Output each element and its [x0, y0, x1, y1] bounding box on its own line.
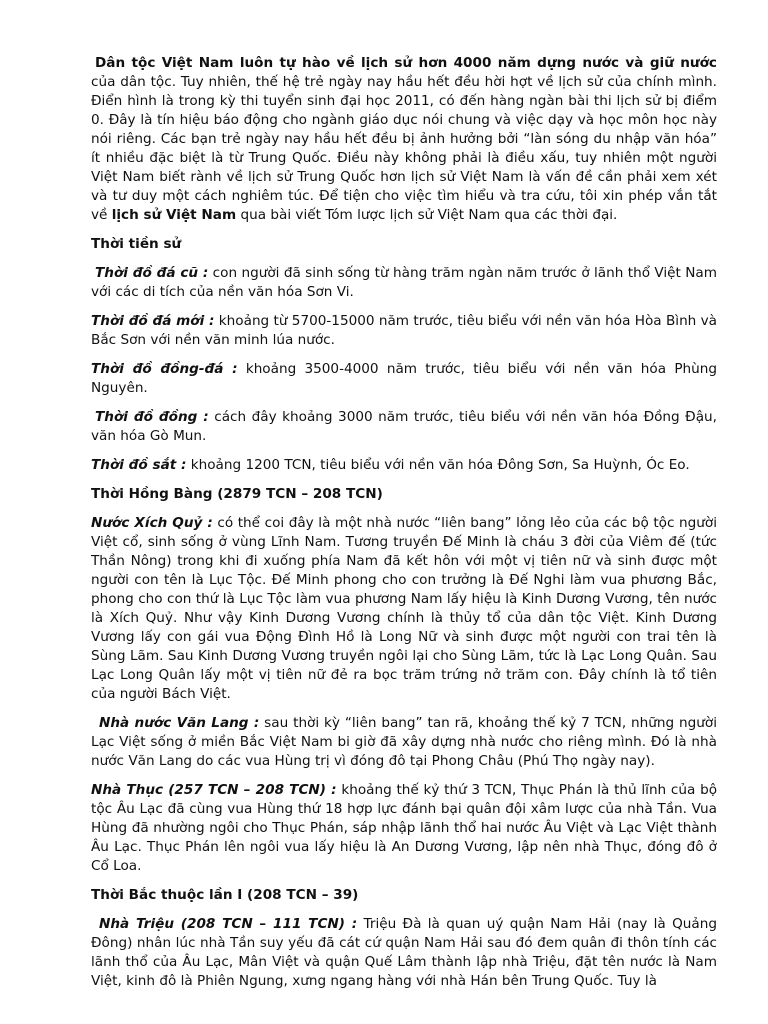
- para-iron-age: [91, 456, 717, 475]
- para-text: con người đã sinh sống từ hàng trăm ngàn năm trước ở lãnh thổ Việt Nam với các di tích của nền văn hóa Sơn Vi.: [91, 265, 717, 300]
- document-page: [91, 54, 717, 1001]
- para-neolithic: [91, 312, 717, 350]
- para-van-lang: [91, 714, 717, 771]
- section-heading-hong-bang: Thời Hồng Bàng (2879 TCN – 208 TCN): [91, 486, 383, 502]
- para-term: Thời đồ sắt :: [91, 457, 187, 473]
- para-term: Nước Xích Quỷ :: [91, 515, 213, 531]
- intro-text: của dân tộc. Tuy nhiên, thế hệ trẻ ngày nay hầu hết đều hời hợt về lịch sử của chính mình. Điển hình là trong kỳ thi tuyển sinh đại học 2011, có đến hàng ngàn bài thi lịch sử bị điểm 0. Đây là tín hiệu báo động cho ngành giáo dục nói chung và việc dạy và học môn học này nói riêng. Các bạn trẻ ngày nay hầu hết đều bị ảnh hưởng bởi “làn sóng du nhập văn hóa” ít nhiều đặc biệt là từ Trung Quốc. Điều này không phải là điều xấu, tuy nhiên một người Việt Nam biết rành về lịch sử Trung Quốc hơn lịch sử Việt Nam là vấn đề cần phải xem xét và tư duy một cách nghiêm túc. Để tiện cho việc tìm hiểu và tra cứu, tôi xin phép vắn tắt về: [91, 74, 717, 223]
- para-nha-trieu: [91, 915, 717, 991]
- para-xich-quy: [91, 514, 717, 704]
- para-bronze-age: [91, 408, 717, 446]
- para-text: khoảng từ 5700-15000 năm trước, tiêu biểu với nền văn hóa Hòa Bình và Bắc Sơn với nền văn minh lúa nước.: [91, 313, 718, 348]
- para-term: Thời đồ đá mới :: [91, 313, 215, 329]
- intro-text-end: qua bài viết Tóm lược lịch sử Việt Nam qua các thời đại.: [236, 207, 618, 223]
- section-heading-prehistory: Thời tiền sử: [91, 236, 182, 252]
- para-text: khoảng 1200 TCN, tiêu biểu với nền văn hóa Đông Sơn, Sa Huỳnh, Óc Eo.: [186, 457, 690, 473]
- para-text: khoảng 3500-4000 năm trước, tiêu biểu với nền văn hóa Phùng Nguyên.: [91, 361, 717, 396]
- intro-bold-term: lịch sử Việt Nam: [111, 207, 237, 223]
- para-term: Thời đồ đồng-đá :: [91, 361, 238, 377]
- intro-lead: Dân tộc Việt Nam luôn tự hào về lịch sử hơn 4000 năm dựng nước và giữ nước: [95, 55, 717, 71]
- para-paleolithic: [91, 264, 717, 302]
- para-term: Nhà Thục (257 TCN – 208 TCN) :: [91, 782, 337, 798]
- para-text: có thể coi đây là một nhà nước “liên bang” lỏng lẻo của các bộ tộc người Việt cổ, sinh sống ở vùng Lĩnh Nam. Tương truyền Đế Minh là cháu 3 đời của Viêm đế (tức Thần Nông) trong khi đi xuống phía Nam đã kết hôn với một vị tiên nữ và sinh được một người con tên là Lục Tộc. Đế Minh phong cho con trưởng là Đế Nghi làm vua phương Bắc, phong cho con thứ là Lục Tộc làm vua phương Nam lấy hiệu là Kinh Dương Vương, tên nước là Xích Quỷ. Như vậy Kinh Dương Vương chính là thủy tổ của dân tộc Việt. Kinh Dương Vương lấy con gái vua Động Đình Hồ là Long Nữ và sinh được một người con trai tên là Sùng Lãm. Sau Kinh Dương Vương truyền ngôi lại cho Sùng Lãm, tức là Lạc Long Quân. Sau Lạc Long Quân lấy một vị tiên nữ đẻ ra bọc trăm trứng nở trăm con. Đây chính là tổ tiên của người Bách Việt.: [91, 515, 717, 702]
- intro-paragraph: [91, 54, 717, 225]
- para-text: sau thời kỳ “liên bang” tan rã, khoảng thế kỷ 7 TCN, những người Lạc Việt sống ở miền Bắc Việt Nam bi giờ đã xây dựng nhà nước cho riêng mình. Đó là nhà nước Văn Lang do các vua Hùng trị vì đóng đô tại Phong Châu (Phú Thọ ngày nay).: [91, 715, 717, 769]
- para-term: Thời đồ đồng :: [95, 409, 209, 425]
- para-term: Thời đồ đá cũ :: [95, 265, 209, 281]
- para-chalcolithic: [91, 360, 717, 398]
- para-nha-thuc: [91, 781, 717, 876]
- section-heading-bac-thuoc-1: Thời Bắc thuộc lần I (208 TCN – 39): [91, 887, 359, 903]
- para-term: Nhà Triệu (208 TCN – 111 TCN) :: [99, 916, 358, 932]
- para-text: cách đây khoảng 3000 năm trước, tiêu biểu với nền văn hóa Đồng Đậu, văn hóa Gò Mun.: [91, 409, 717, 444]
- para-term: Nhà nước Văn Lang :: [99, 715, 260, 731]
- para-text: khoảng thế kỷ thứ 3 TCN, Thục Phán là thủ lĩnh của bộ tộc Âu Lạc đã cùng vua Hùng thứ 18 hợp lực đánh bại quân đội xâm lược của nhà Tần. Vua Hùng đã nhường ngôi cho Thục Phán, sáp nhập lãnh thổ hai nước Âu Việt và Lạc Việt thành Âu Lạc. Thục Phán lên ngôi vua lấy hiệu là An Dương Vương, lập nên nhà Thục, đóng đô ở Cổ Loa.: [91, 782, 718, 874]
- para-text: Triệu Đà là quan uý quận Nam Hải (nay là Quảng Đông) nhân lúc nhà Tần suy yếu đã cát cứ quận Nam Hải sau đó đem quân đi thôn tính các lãnh thổ của Âu Lạc, Mân Việt và quận Quế Lâm thành lập nhà Triệu, đặt tên nước là Nam Việt, kinh đô là Phiên Ngung, xưng ngang hàng với nhà Hán bên Trung Quốc. Tuy là: [91, 916, 717, 989]
